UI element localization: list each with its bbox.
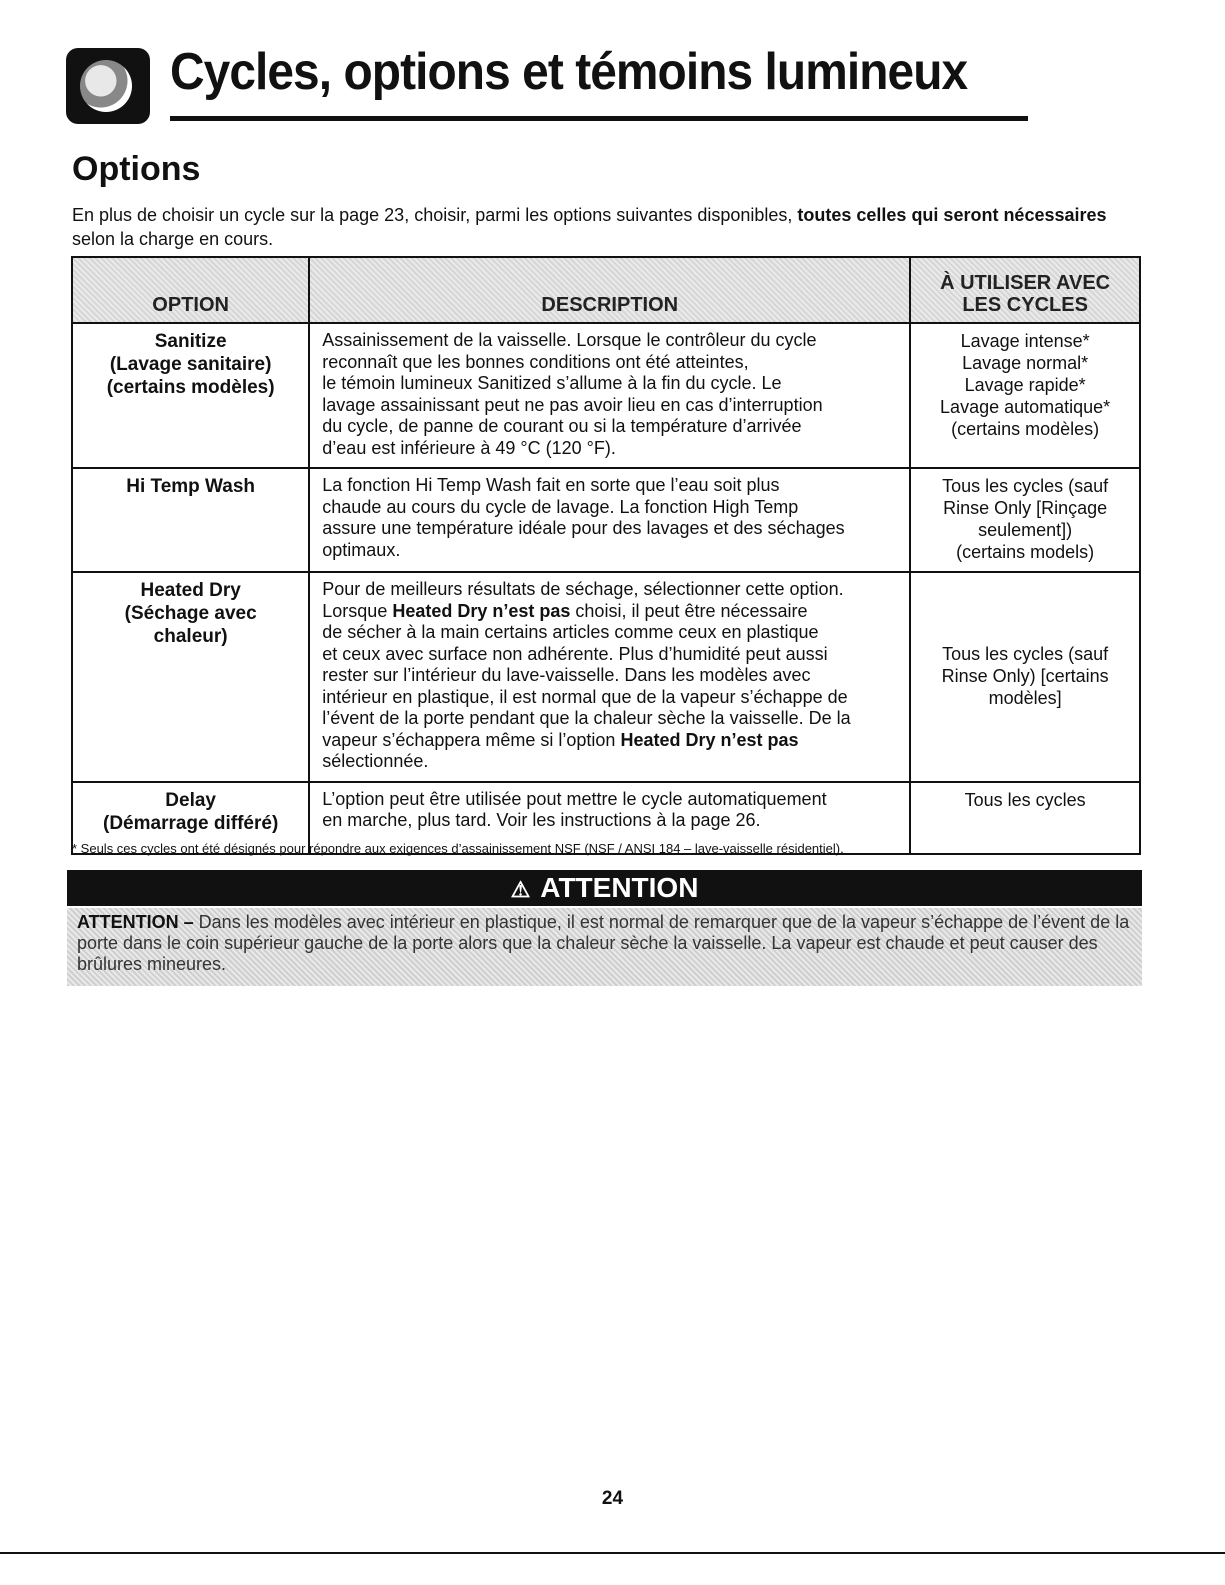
cycles-cell — [910, 323, 1140, 468]
description-line: Assainissement de la vaisselle. Lorsque le contrôleur du cycle — [322, 330, 817, 350]
description-line: L’option peut être utilisée pout mettre le cycle automatiquement — [322, 788, 827, 809]
cycles-cell — [910, 468, 1140, 572]
table-row — [72, 468, 1140, 572]
table-row — [72, 572, 1140, 782]
cycles-line: seulement]) — [978, 520, 1073, 540]
page-title: Cycles, options et témoins lumineux — [170, 43, 968, 101]
description-line: d’eau est inférieure à 49 °C (120 °F). — [322, 437, 616, 458]
cycles-line: Lavage rapide* — [964, 375, 1086, 395]
page-number: 24 — [601, 1488, 624, 1509]
cycles-line: Tous les cycles (sauf — [942, 476, 1109, 496]
cycles-line: modèles] — [988, 687, 1062, 708]
section-title: Options — [72, 150, 201, 188]
attention-body — [67, 908, 1142, 986]
description-cell — [309, 323, 910, 468]
table-header-row — [72, 257, 1140, 323]
cycles-line: Lavage normal* — [962, 353, 1089, 373]
option-line: Sanitize — [154, 331, 227, 352]
cycles-line: Tous les cycles — [964, 789, 1086, 810]
header-cycles-line: LES CYCLES — [962, 293, 1088, 316]
intro-text-2: selon la charge en cours. — [72, 229, 274, 249]
description-line: reconnaît que les bonnes conditions ont été atteintes, — [322, 351, 749, 372]
option-cell — [72, 323, 309, 468]
header-cycles-line: À UTILISER AVEC — [940, 272, 1111, 294]
option-line: Delay — [165, 789, 216, 811]
cycles-line: Lavage automatique* — [940, 397, 1111, 417]
description-line — [322, 730, 901, 752]
description-line: de sécher à la main certains articles comme ceux en plastique — [322, 622, 819, 642]
footnote: * Seuls ces cycles ont été désignés pour répondre aux exigences d’assainissement NSF (NSF / ANSI 184 – lave-vaisselle résidentiel). — [72, 841, 844, 856]
description-line: du cycle, de panne de courant ou si la température d’arrivée — [322, 416, 802, 436]
description-cell — [309, 468, 910, 572]
header-cycles — [910, 257, 1140, 323]
description-line: intérieur en plastique, il est normal que de la vapeur s’échappe de — [322, 686, 848, 707]
description-line: lavage assainissant peut ne pas avoir lieu en cas d’interruption — [322, 394, 823, 415]
description-line: en marche, plus tard. Voir les instructions à la page 26. — [322, 810, 761, 830]
description-line: sélectionnée. — [322, 751, 429, 771]
description-line: chaude au cours du cycle de lavage. La fonction High Temp — [322, 496, 799, 517]
option-line: (Séchage avec — [124, 603, 257, 624]
attention-label: ATTENTION — [540, 872, 699, 903]
description-text: choisi, il peut être nécessaire — [570, 600, 808, 621]
description-line: l’évent de la porte pendant que la chaleur sèche la vaisselle. De la — [322, 708, 851, 728]
description-line — [322, 601, 901, 623]
option-cell — [72, 468, 309, 572]
description-line: et ceux avec surface non adhérente. Plus d’humidité peut aussi — [322, 643, 828, 664]
description-text: Lorsque — [322, 600, 393, 621]
header-option: OPTION — [72, 257, 309, 323]
cycles-line: (certains modèles) — [951, 419, 1100, 439]
options-table — [71, 256, 1141, 855]
header-description: DESCRIPTION — [309, 257, 910, 323]
cycles-line: Rinse Only [Rinçage — [943, 498, 1108, 518]
description-text: vapeur s’échappera même si l’option — [322, 729, 621, 750]
dishwasher-dial-icon — [66, 48, 150, 124]
option-line: Hi Temp Wash — [126, 476, 256, 497]
attention-banner — [67, 870, 1142, 906]
cycles-line: Lavage intense* — [960, 331, 1090, 351]
option-cell — [72, 572, 309, 782]
option-line: chaleur) — [153, 626, 228, 647]
option-line: (Démarrage différé) — [103, 812, 279, 834]
description-bold: Heated Dry n’est pas — [620, 729, 799, 750]
warning-triangle-icon: ⚠ — [510, 877, 531, 902]
option-line: (Lavage sanitaire) — [109, 354, 272, 375]
description-cell — [309, 572, 910, 782]
bottom-rule — [0, 1552, 1225, 1554]
description-line: Pour de meilleurs résultats de séchage, sélectionner cette option. — [322, 579, 844, 599]
table-row — [72, 323, 1140, 468]
option-line: (certains modèles) — [106, 377, 275, 398]
cycles-cell — [910, 572, 1140, 782]
description-line: optimaux. — [322, 539, 401, 560]
intro-text-1: En plus de choisir un cycle sur la page 23, choisir, parmi les options suivantes disponibles, — [72, 205, 798, 225]
description-line: assure une température idéale pour des lavages et des séchages — [322, 518, 845, 538]
cycles-line: Tous les cycles (sauf — [942, 643, 1109, 664]
description-line: le témoin lumineux Sanitized s’allume à la fin du cycle. Le — [322, 373, 782, 393]
intro-bold: toutes celles qui seront nécessaires — [797, 205, 1107, 225]
attention-lead: ATTENTION – — [77, 912, 194, 932]
cycles-line: Rinse Only) [certains — [941, 665, 1109, 686]
description-bold: Heated Dry n’est pas — [392, 600, 571, 621]
attention-text: Dans les modèles avec intérieur en plastique, il est normal de remarquer que de la vapeur s’échappe de l’évent de la porte dans le coin supérieur gauche de la porte alors que la chaleur sèche la vaisselle. La vapeur est chaude et peut causer des brûlures mineures. — [77, 912, 1130, 974]
cycles-line: (certains models) — [956, 542, 1095, 562]
title-underline — [170, 116, 1028, 121]
option-line: Heated Dry — [140, 580, 241, 601]
intro-paragraph — [72, 203, 1142, 251]
description-line: rester sur l’intérieur du lave-vaisselle. Dans les modèles avec — [322, 665, 811, 685]
description-line: La fonction Hi Temp Wash fait en sorte que l’eau soit plus — [322, 475, 780, 495]
